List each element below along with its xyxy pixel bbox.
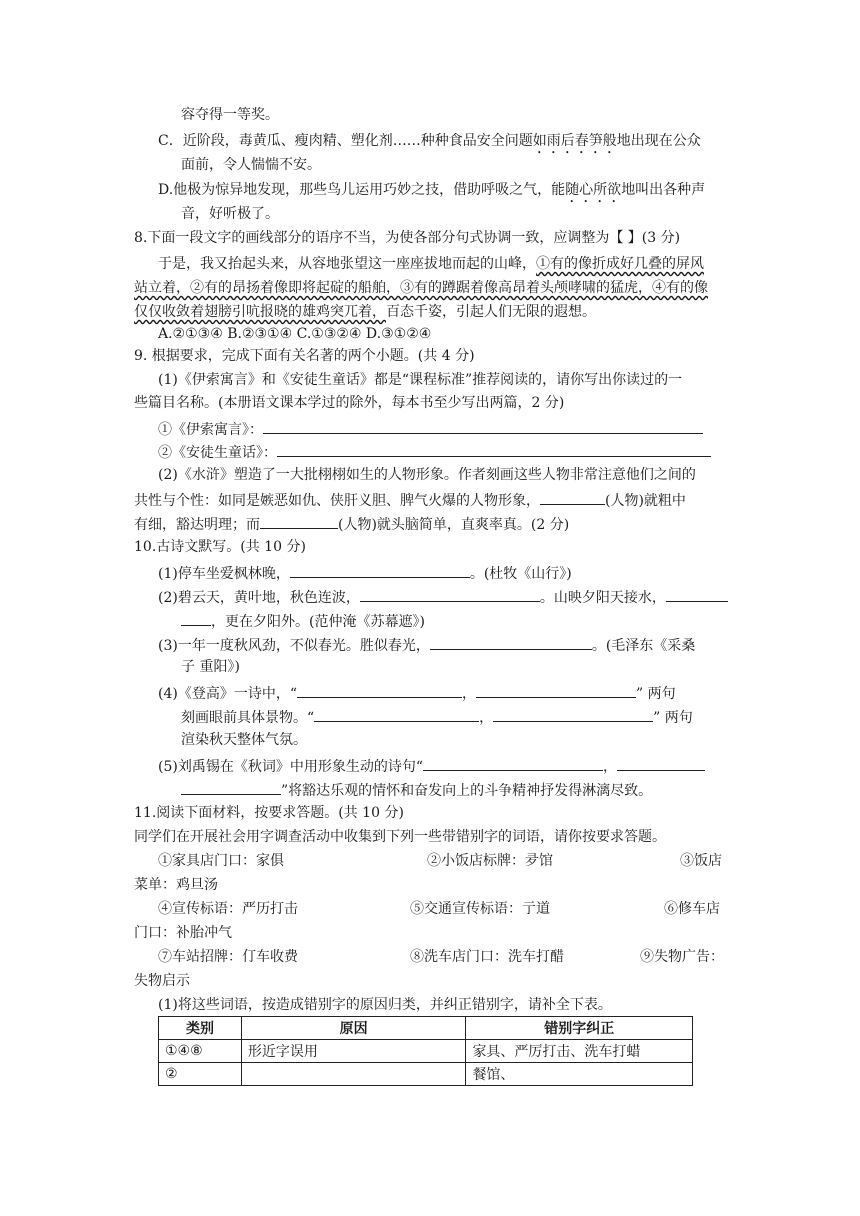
q11-item-4: ④宣传标语：严历打击	[158, 901, 298, 917]
table-cell-correction[interactable]: 餐馆、	[466, 1063, 693, 1086]
q10-item5-line2: ”将豁达乐观的情怀和奋发向上的斗争精神抒发得淋漓尽致。	[181, 779, 652, 801]
q10-item4-blank-3[interactable]	[314, 706, 479, 722]
q10-item3-line2: 子 重阳》)	[181, 659, 240, 675]
q11-answer-table	[158, 1016, 693, 1086]
q10-item5-blank-2a[interactable]	[617, 755, 705, 771]
q11-sub1: (1)将这些词语，按造成错别字的原因归类，并纠正错别字，请补全下表。	[158, 997, 612, 1013]
q10-item2-line1: (2)碧云天，黄叶地，秋色连波， 。山映夕阳天接水，	[158, 586, 728, 608]
q10-item4-line2: 刻画眼前具体景物。“ ， ” 两句	[181, 706, 693, 728]
q9-sub1-line1: (1)《伊索寓言》和《安徒生童话》都是“课程标准”推荐阅读的，请你写出你读过的一	[158, 372, 683, 388]
q10-item2-blank-2a[interactable]	[666, 586, 728, 602]
q10-item4-line3: 渲染秋天整体气氛。	[181, 732, 307, 748]
q10-item1: (1)停车坐爱枫林晚， 。(杜牧《山行》)	[158, 562, 572, 584]
q9-fill-andersen-blank[interactable]	[277, 441, 711, 457]
q11-item-5: ⑤交通宣传标语：亍道	[410, 901, 550, 917]
table-row	[159, 1063, 693, 1086]
q10-item5-blank-2b[interactable]	[181, 779, 281, 795]
q9-sub1-line2: 些篇目名称。(本册语文课本学过的除外，每本书至少写出两篇，2 分)	[134, 395, 565, 411]
q11-item-2: ②小饭店标牌：夛馆	[427, 853, 553, 869]
table-cell-category: ①④⑧	[159, 1040, 242, 1063]
table-cell-reason[interactable]: 形近字误用	[241, 1040, 466, 1063]
q11-item-6b: 门口：补胎冲气	[134, 925, 232, 941]
q11-stem: 11.阅读下面材料，按要求答题。(共 10 分)	[134, 805, 404, 821]
q10-item4-blank-2[interactable]	[476, 682, 636, 698]
table-header-category: 类别	[159, 1017, 242, 1040]
q11-item-9b: 失物启示	[134, 973, 190, 989]
q10-item1-blank[interactable]	[290, 562, 470, 578]
table-header-correction: 错别字纠正	[466, 1017, 693, 1040]
q7-b-continuation: 容夺得一等奖。	[181, 107, 279, 123]
q10-item2-blank-1[interactable]	[360, 586, 540, 602]
table-row	[159, 1040, 693, 1063]
q11-item-3b: 菜单：鸡旦汤	[134, 877, 218, 893]
q10-item4-blank-1[interactable]	[297, 682, 462, 698]
q9-character-blank-2[interactable]	[260, 513, 338, 529]
q10-item2-line2: ，更在夕阳外。(范仲淹《苏幕遮》)	[181, 610, 425, 632]
q11-intro: 同学们在开展社会用字调查活动中收集到下列一些带错别字的词语，请你按要求答题。	[134, 829, 666, 845]
table-cell-category: ②	[159, 1063, 242, 1086]
q11-item-9a: ⑨失物广告：	[640, 949, 724, 965]
q10-stem: 10.古诗文默写。(共 10 分)	[134, 539, 306, 555]
q11-item-3a: ③饭店	[680, 853, 722, 869]
q9-fill-andersen: ②《安徒生童话》：	[158, 441, 711, 463]
q11-item-6a: ⑥修车店	[664, 901, 720, 917]
q9-sub2-line2: 共性与个性：如同是嫉恶如仇、侠肝义胆、脾气火爆的人物形象， (人物)就粗中	[134, 489, 686, 511]
q8-passage-line3: 仅仅收敛着翅膀引吭报晓的雄鸡突兀着，百态千姿，引起人们无限的遐想。	[134, 304, 596, 320]
q11-item-7: ⑦车站招牌：仃车收费	[158, 949, 298, 965]
q7-option-c-line2: 面前，令人惴惴不安。	[181, 157, 321, 173]
q10-item2-blank-2b[interactable]	[181, 610, 211, 626]
q8-passage-line1: 于是，我又抬起头来，从容地张望这一座座拔地而起的山峰，①有的像折成好几叠的屏风	[158, 256, 704, 272]
q9-fill-aesop-blank[interactable]	[263, 418, 703, 434]
q10-item5-line1: (5)刘禹锡在《秋词》中用形象生动的诗句“ ，	[158, 755, 705, 777]
table-cell-reason[interactable]	[241, 1063, 466, 1086]
q11-item-1: ①家具店门口：家俱	[158, 853, 284, 869]
q10-item3-blank[interactable]	[430, 634, 592, 650]
table-header-reason: 原因	[241, 1017, 466, 1040]
table-header-row	[159, 1017, 693, 1040]
q7-option-c-line1: C．近阶段，毒黄瓜、瘦肉精、塑化剂……种种食品安全问题如雨后春笋般地出现在公众	[158, 133, 701, 149]
table-cell-correction[interactable]: 家具、严厉打击、洗车打蜡	[466, 1040, 693, 1063]
q9-fill-aesop: ①《伊索寓言》：	[158, 418, 703, 440]
q10-item4-line1: (4)《登高》一诗中，“ ， ” 两句	[158, 682, 676, 704]
q7-option-d-line2: 音，好听极了。	[181, 206, 279, 222]
q10-item4-blank-4[interactable]	[493, 706, 653, 722]
q9-stem: 9. 根据要求，完成下面有关名著的两个小题。(共 4 分)	[134, 348, 475, 364]
q11-item-8: ⑧洗车店门口：洗车打醋	[410, 949, 564, 965]
q10-item3-line1: (3)一年一度秋风劲，不似春光。胜似春光， 。(毛泽东《采桑	[158, 634, 695, 656]
q9-character-blank-1[interactable]	[540, 489, 605, 505]
q8-options: A.②①③④ B.②③①④ C.①③②④ D.③①②④	[158, 326, 432, 342]
q8-stem: 8.下面一段文字的画线部分的语序不当，为使各部分句式协调一致，应调整为【 】(3 分)	[134, 230, 681, 246]
q9-sub2-line1: (2)《水浒》塑造了一大批栩栩如生的人物形象。作者刻画这些人物非常注意他们之间的	[158, 467, 696, 483]
q7-option-d-line1: D.他极为惊异地发现，那些鸟儿运用巧妙之技，借助呼吸之气，能随心所欲地叫出各种声	[158, 182, 706, 198]
q8-passage-line2: 站立着，②有的昂扬着像即将起碇的船舶，③有的蹲踞着像高昂着头颅哮啸的猛虎，④有的像	[134, 280, 708, 296]
q10-item5-blank-1[interactable]	[423, 755, 603, 771]
q9-sub2-line3: 有细，豁达明理；而 (人物)就头脑简单，直爽率真。(2 分)	[134, 513, 569, 535]
